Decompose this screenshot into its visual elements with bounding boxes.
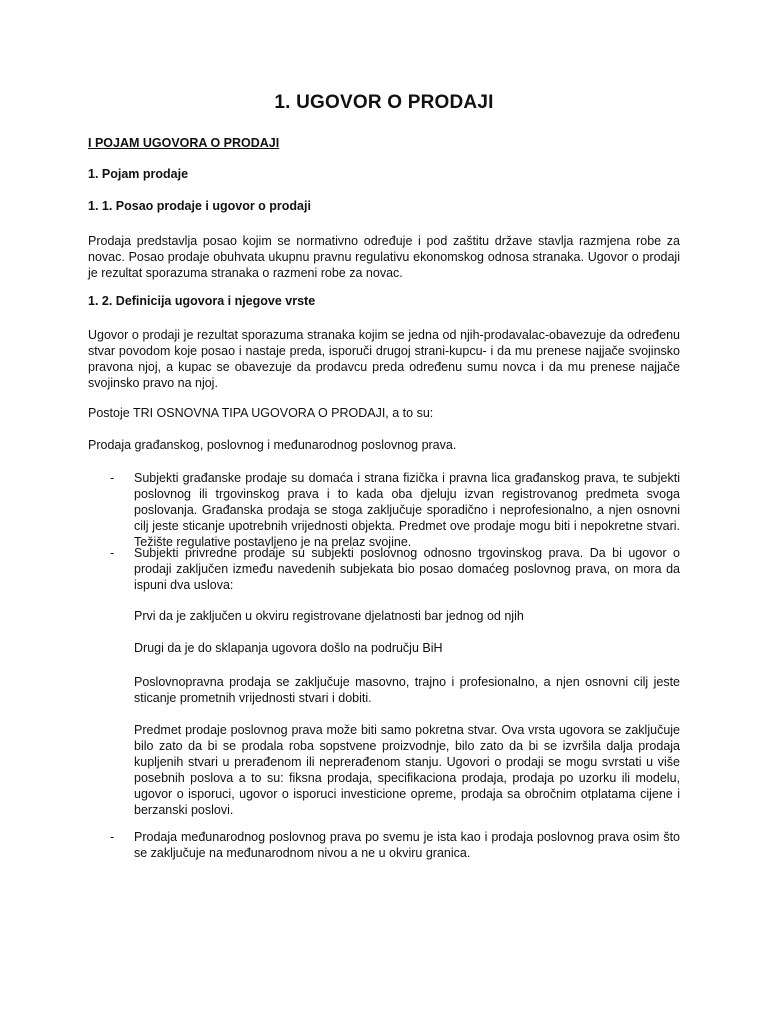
bullet-dash: - [110,471,115,485]
bullet-gradjanska-prodaja: Subjekti građanske prodaje su domaća i strana fizička i pravna lica građanskog prava, te subjekti poslovnog ili trgovinskog prava i to kada oba djeluju izvan registrovanog predmeta svoga poslovanja. Građanska prodaja se stoga zaključuje sporadično i neprofesionalno, a njen osnovni cilj jeste sticanje upotrebnih vrijednosti objekta. Predmet ove prodaje mogu biti i nepokretne stvari. Težište regulative postavljeno je na prelaz svojine. [134,471,680,549]
subheading-pojam-prodaje: 1. Pojam prodaje [88,167,189,181]
paragraph-predmet-prodaje: Predmet prodaje poslovnog prava može biti samo pokretna stvar. Ova vrsta ugovora se zaključuje bilo zato da bi se prodala roba sopstvene proizvodnje, bilo zato da bi se izvršila dalja prodaja kupljenih stvari u prerađenom ili neprerađenom stanju. Ugovori o prodaji se mogu svrstati u više posebnih poslova a to su: fiksna prodaja, specifikaciona prodaja, prodaja po uzorku ili modelu, ugovor o isporuci, ugovor o isporuci investicione opreme, prodaja sa obročnim otplatama cijene i berzanski poslovi. [134,723,680,817]
bullet-dash: - [110,830,115,844]
condition-prvi: Prvi da je zaključen u okviru registrovane djelatnosti bar jednog od njih [134,609,524,623]
paragraph-tri-tipa: Postoje TRI OSNOVNA TIPA UGOVORA O PRODAJI, a to su: [88,406,434,420]
condition-drugi: Drugi da je do sklapanja ugovora došlo na području BiH [134,641,443,655]
paragraph-vrste-prodaje: Prodaja građanskog, poslovnog i međunarodnog poslovnog prava. [88,438,457,452]
subheading-posao-prodaje: 1. 1. Posao prodaje i ugovor o prodaji [88,199,311,213]
paragraph-prodaja-predstavlja: Prodaja predstavlja posao kojim se normativno određuje i pod zaštitu države stavlja razmjena robe za novac. Posao prodaje obuhvata ukupnu pravnu regulativu ekonomskog odnosa stranaka. Ugovor o prodaji je rezultat sporazuma stranaka o razmeni robe za novac. [88,234,680,280]
bullet-medjunarodna-prodaja: Prodaja međunarodnog poslovnog prava po svemu je ista kao i prodaja poslovnog prava osim što se zaključuje na međunarodnom nivou a ne u okviru granica. [134,830,680,860]
subheading-definicija: 1. 2. Definicija ugovora i njegove vrste [88,294,316,308]
paragraph-definicija-ugovora: Ugovor o prodaji je rezultat sporazuma stranaka kojim se jedna od njih-prodavalac-obavezuje da određenu stvar povodom koje posao i nastaje preda, isporuči drugoj strani-kupcu- i da mu prenese najjače svojinsko pravona njoj, a kupac se obavezuje da prodavcu preda određenu sumu novca i da mu prenese najjače svojinsko pravo na njoj. [88,328,680,390]
paragraph-poslovnopravna-prodaja: Poslovnopravna prodaja se zaključuje masovno, trajno i profesionalno, a njen osnovni cilj jeste sticanje prometnih vrijednosti stvari i dobiti. [134,675,680,705]
bullet-dash: - [110,546,115,560]
bullet-privredna-prodaja: Subjekti privredne prodaje su subjekti poslovnog odnosno trgovinskog prava. Da bi ugovor o prodaji zaključen između navedenih subjekata bio posao domaćeg poslovnog prava, on mora da ispuni dva uslova: [134,546,680,592]
section-heading: I POJAM UGOVORA O PRODAJI [88,136,280,150]
document-title: 1. UGOVOR O PRODAJI [274,92,494,113]
